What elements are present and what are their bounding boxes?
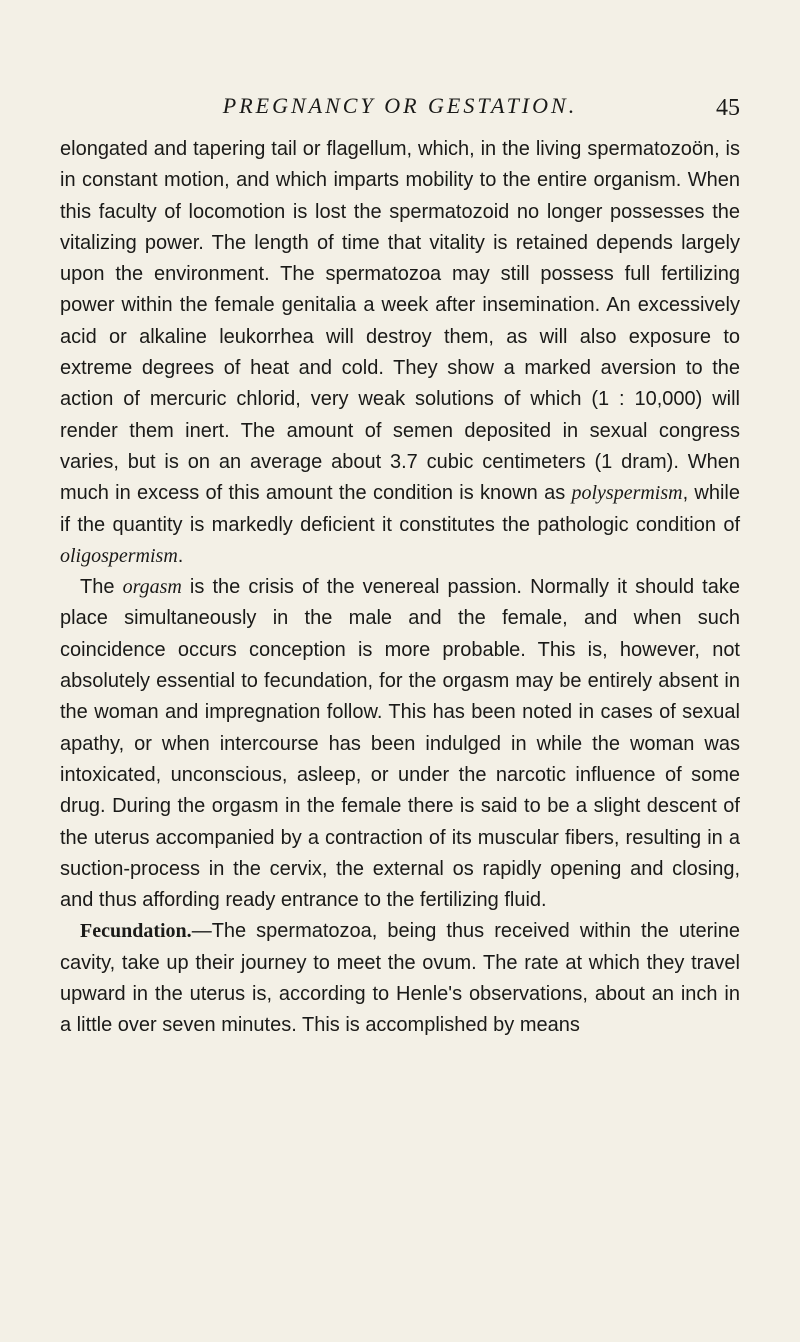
term-polyspermism: polyspermism bbox=[571, 482, 683, 505]
paragraph-2-text-b: is the crisis of the venereal passion. Normally it should take place simultaneously in the male and the female, and when such coincidence occurs conception is more probable. This is, however, not absolutely essential to fecundation, for the orgasm may be entirely absent in the woman and impregnation follow. This has been noted in cases of sexual apathy, or when intercourse has been indulged in while the woman was intoxicated, unconscious, asleep, or under the narcotic influence of some drug. During the orgasm in the female there is said to be a slight descent of the uterus accompanied by a contraction of its muscular fibers, resulting in a suction-process in the cervix, the external os rapidly opening and closing, and thus affording ready entrance to the fertilizing fluid. bbox=[60, 576, 740, 912]
book-page bbox=[60, 92, 740, 1042]
paragraph-1-text-a: elongated and tapering tail or flagellum, which, in the living spermatozoön, is in constant motion, and which imparts mobility to the entire organism. When this faculty of locomotion is lost the spermatozoid no longer possesses the vitalizing power. The length of time that vitality is retained depends largely upon the environment. The spermatozoa may still possess full fertilizing power within the female genitalia a week after insemination. An excessively acid or alkaline leukorrhea will destroy them, as will also exposure to extreme degrees of heat and cold. They show a marked aversion to the action of mercuric chlorid, very weak solutions of which (1 : 10,000) will render them inert. The amount of semen deposited in sexual congress varies, but is on an average about 3.7 cubic centimeters (1 dram). When much in excess of this amount the condition is known as bbox=[60, 138, 740, 505]
page-number: 45 bbox=[716, 95, 740, 121]
paragraph-3 bbox=[60, 916, 740, 1041]
paragraph-2-text-a: The bbox=[80, 576, 123, 599]
body-text bbox=[60, 134, 740, 1042]
paragraph-1-text-c: . bbox=[177, 544, 184, 567]
paragraph-2 bbox=[60, 572, 740, 916]
paragraph-3-text: —The spermatozoa, being thus received within the uterine cavity, take up their journey to meet the ovum. The rate at which they travel upward in the uterus is, according to Henle's observations, about an inch in a little over seven minutes. This is accomplished by means bbox=[60, 920, 740, 1037]
term-oligospermism: oligospermism bbox=[60, 544, 178, 567]
running-title: PREGNANCY OR GESTATION. bbox=[222, 93, 578, 118]
running-head bbox=[60, 92, 740, 124]
paragraph-1 bbox=[60, 134, 740, 572]
term-orgasm: orgasm bbox=[122, 576, 182, 599]
section-heading-fecundation: Fecundation. bbox=[80, 920, 192, 943]
paragraph-1-text-b: , while if the quantity is markedly deficient it constitutes the pathologic condition of bbox=[60, 482, 740, 536]
